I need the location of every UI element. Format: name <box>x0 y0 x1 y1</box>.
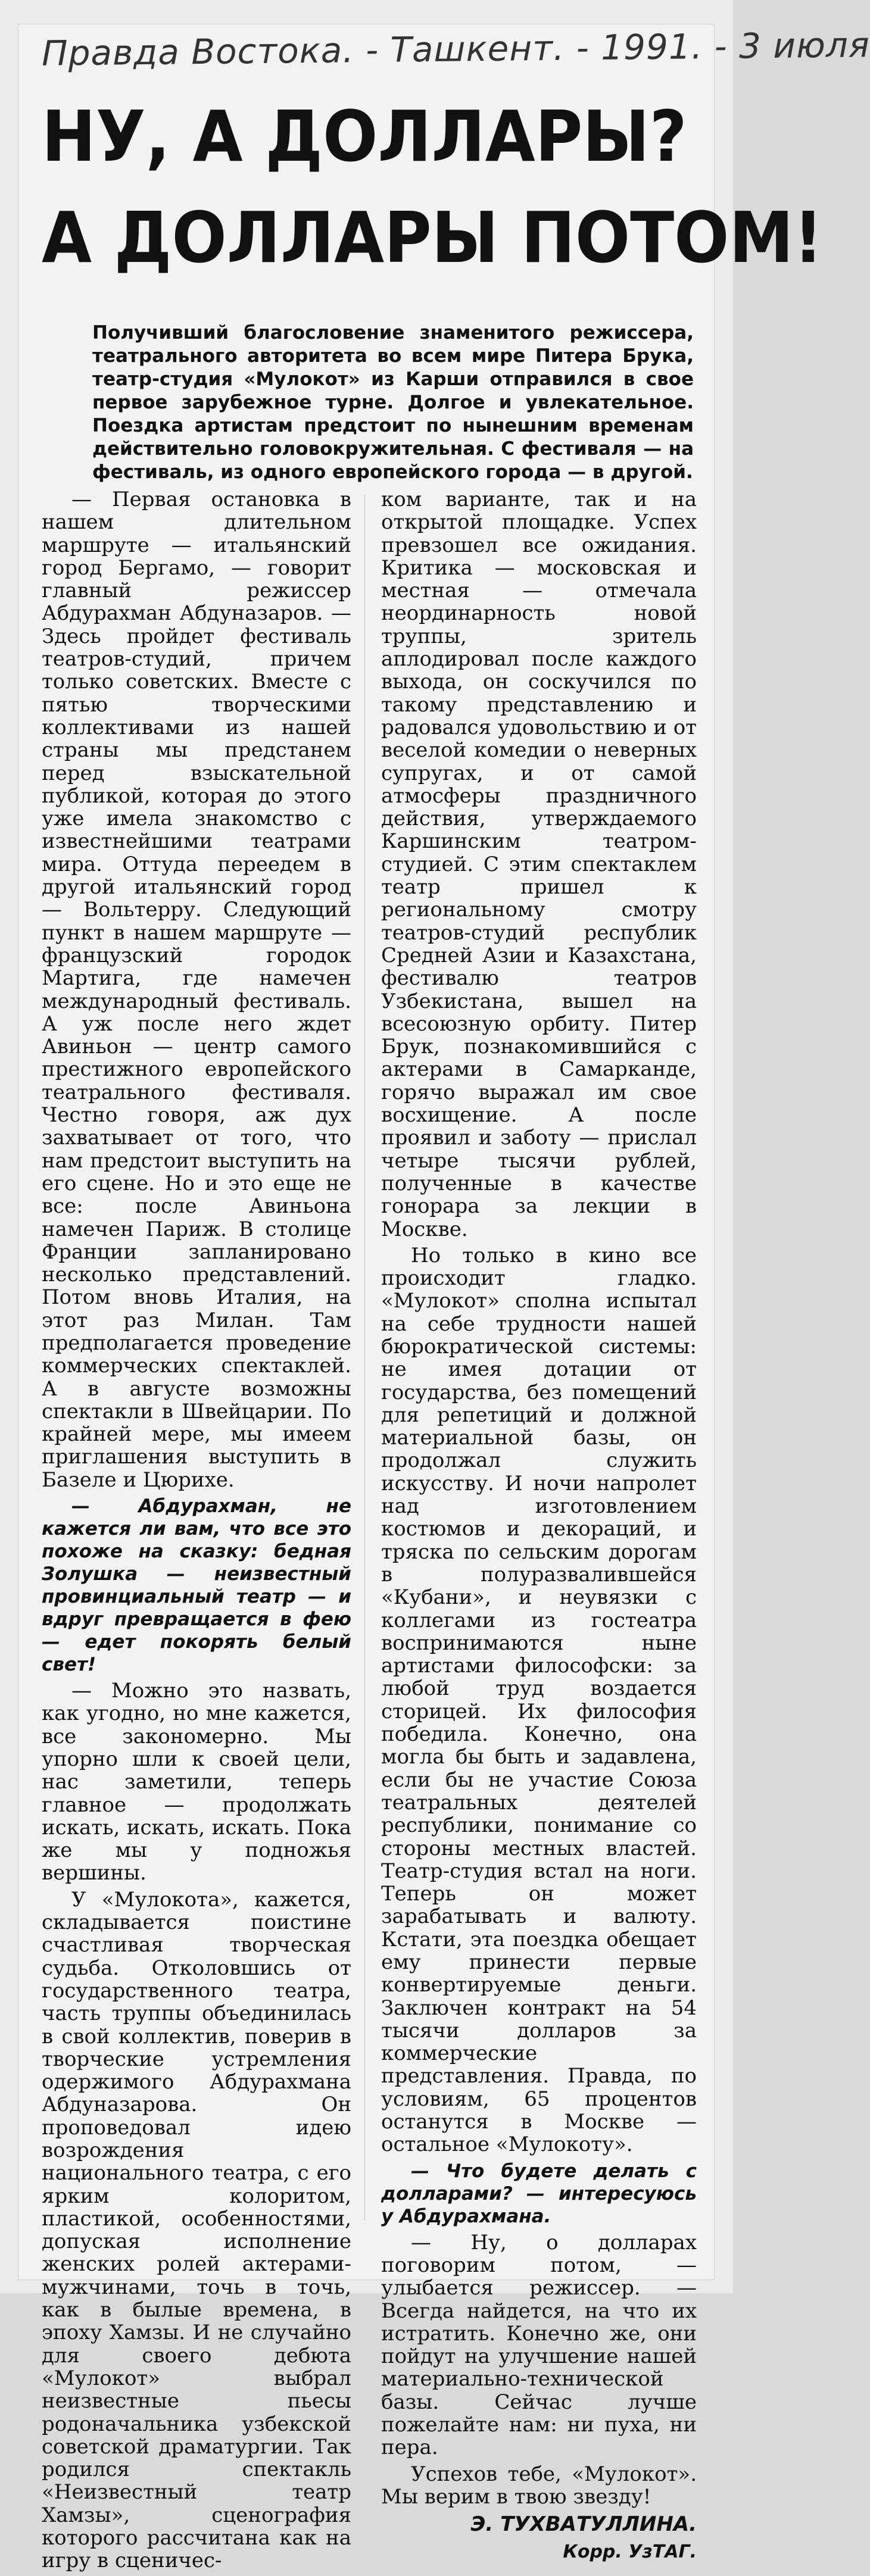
lead-paragraph: Получивший благословение знаменитого режиссера, театрального авторитета во всем мире Питера Брука, театр-студия «Мулокот» из Карши отправился в свое первое зарубежное турне. Долгое и увлекательное. Поездка артистам предстоит по нынешним временам действительно головокружительная. С фестиваля — на фестиваль, из одного европейского города — в другой. <box>92 322 694 483</box>
handwritten-source-note: Правда Востока. - Ташкент. - 1991. - 3 июля <box>41 24 870 74</box>
article-paragraph: — Ну, о долларах поговорим потом, — улыбается режиссер. — Всегда найдется, на что их истратить. Конечно же, они пойдут на улучшение нашей материально-технической базы. Сейчас лучше пожелайте нам: ни пуха, ни пера. <box>381 2230 697 2460</box>
article-paragraph: ком варианте, так и на открытой площадке. Успех превзошел все ожидания. Критика — московская и местная — отмечала неординарность новой труппы, зритель аплодировал после каждого выхода, он соскучился по такому представлению и радовался удовольствию и от веселой комедии о неверных супругах, и от самой атмосферы праздничного действия, утверждаемого Каршинским театром-студией. С этим спектаклем театр пришел к региональному смотру театров-студий республик Средней Азии и Казахстана, фестивалю театров Узбекистана, вышел на всесоюзную орбиту. Питер Брук, познакомившийся с актерами в Самарканде, горячо выражал им свое восхищение. А после проявил и заботу — прислал четыре тысячи рублей, полученные в качестве гонорара за лекции в Москве. <box>381 488 697 1241</box>
author-role: Корр. УзТАГ. <box>563 2541 697 2563</box>
article-paragraph: Но только в кино все происходит гладко. «Мулокот» сполна испытал на себе трудности нашей бюрократической системы: не имея дотации от государства, без помещений для репетиций и должной материальной базы, он продолжал служить искусству. И ночи напролет над изготовлением костюмов и декораций, и тряска по сельским дорогам в полуразвалившейся «Кубани», и неувязки с коллегами из гостеатра воспринимаются ныне артистами философски: за любой труд воздается сторицей. Их философия победила. Конечно, она могла бы быть и задавлена, если бы не участие Союза театральных деятелей республики, понимание со стороны местных властей. Театр-студия встал на ноги. Теперь он может зарабатывать и валюту. Кстати, эта поездка обещает ему принести первые конвертируемые деньги. Заключен контракт на 54 тысячи долларов за коммерческие представления. Правда, по условиям, 65 процентов останутся в Москве — остальное «Мулокоту». <box>381 1243 697 2157</box>
article-paragraph: У «Мулокота», кажется, складывается поистине счастливая творческая судьба. Отколовшись от государственного театра, часть труппы объединилась в свой коллектив, поверив в творческие устремления одержимого Абдурахмана Абдуназарова. Он проповедовал идею возрождения национального театра, с его ярким колоритом, пластикой, особенностями, допуская исполнение женских ролей актерами-мужчинами, точь в точь, как в былые времена, в эпоху Хамзы. И не случайно для своего дебюта «Мулокот» выбрал неизвестные пьесы родоначальника узбекской советской драматургии. Так родился спектакль «Неизвестный театр Хамзы», сценография которого рассчитана как на игру в сценичес- <box>42 1887 351 2573</box>
right-column <box>381 488 697 2568</box>
headline-line-2: А ДОЛЛАРЫ ПОТОМ! <box>42 196 824 279</box>
article-paragraph: — Первая остановка в нашем длительном маршруте — итальянский город Бергамо, — говорит главный режиссер Абдурахман Абдуназаров. — Здесь пройдет фестиваль театров-студий, причем только советских. Вместе с пятью творческими коллективами из нашей страны мы предстанем перед взыскательной публикой, которая до этого уже имела знакомство с известнейшими театрами мира. Оттуда переедем в другой итальянский город — Вольтерру. Следующий пункт в нашем маршруте — французский городок Мартига, где намечен международный фестиваль. А уж после него ждет Авиньон — центр самого престижного европейского театрального фестиваля. Честно говоря, аж дух захватывает от того, что нам предстоит выступить на его сцене. Но и это еще не все: после Авиньона намечен Париж. В столице Франции запланировано несколько представлений. Потом вновь Италия, на этот раз Милан. Там предполагается проведение коммерческих спектаклей. А в августе возможны спектакли в Швейцарии. По крайней мере, мы имеем приглашения выступить в Базеле и Цюрихе. <box>42 488 351 1492</box>
article-paragraph: — Можно это назвать, как угодно, но мне кажется, все закономерно. Мы упорно шли к своей цели, нас заметили, теперь главное — продолжать искать, искать, искать. Пока же мы у подножья вершины. <box>42 1679 351 1885</box>
author-signature: Э. ТУХВАТУЛЛИНА. <box>470 2512 697 2537</box>
column-divider <box>364 494 365 2221</box>
headline-line-1: НУ, А ДОЛЛАРЫ? <box>42 95 687 177</box>
article-paragraph: Успехов тебе, «Мулокот». Мы верим в твою звезду! <box>381 2462 697 2509</box>
interview-question: — Что будете делать с долларами? — интересуюсь у Абдурахмана. <box>381 2160 697 2227</box>
interview-question: — Абдурахман, не кажется ли вам, что все это похоже на сказку: бедная Золушка — неизвестный провинциальный театр — и вдруг превращается в фею — едет покорять белый свет! <box>42 1495 351 1676</box>
left-column <box>42 488 351 2576</box>
